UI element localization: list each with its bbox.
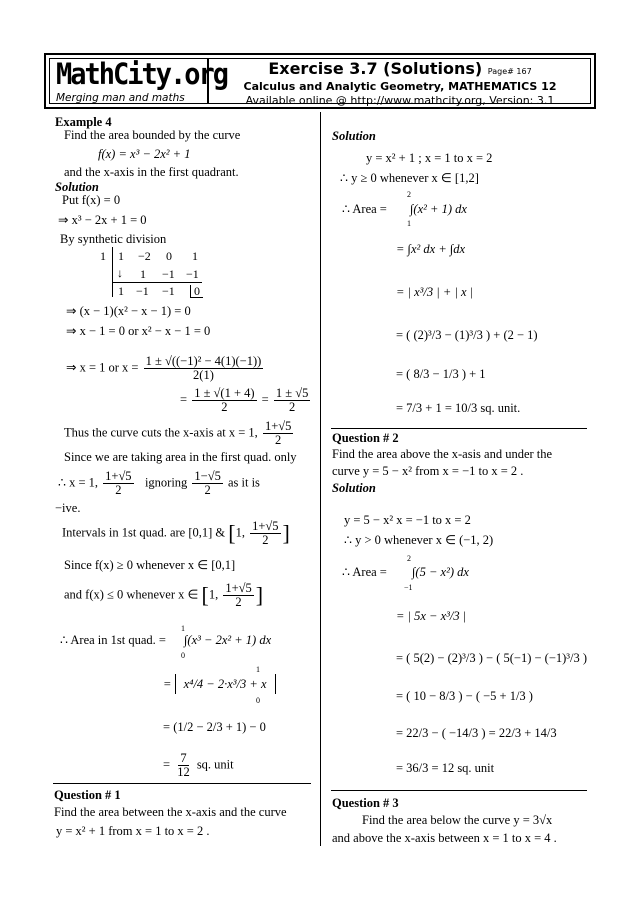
denominator: 2 [221, 400, 228, 415]
fraction [250, 520, 280, 547]
question-2-line2: curve y = 5 − x² from x = −1 to x = 2 . [332, 464, 524, 478]
fraction [274, 387, 310, 414]
fraction [103, 470, 133, 497]
syn-cell: −1 [136, 284, 149, 298]
eval-antiderivative: = x⁴/4 − 2·x³/3 + x [163, 678, 276, 691]
exercise-title [210, 59, 590, 78]
equals: = [180, 392, 188, 407]
syn-rule [112, 282, 202, 283]
step-simplify [180, 387, 312, 414]
page-number: Page# 167 [487, 67, 532, 76]
q2-result: = 36/3 = 12 sq. unit [396, 761, 495, 775]
fraction [223, 582, 253, 609]
q2-integral: ∫(5 − x²) dx [412, 565, 469, 579]
solution-heading: Solution [55, 180, 99, 194]
example-question-line1: Find the area bounded by the curve [64, 128, 241, 142]
limit-bottom: 0 [181, 651, 185, 660]
online-link[interactable]: Available online @ http://www.mathcity.org, Version: 3.1 [245, 94, 555, 107]
syn-root: 1 [100, 249, 106, 263]
syn-remainder: 0 [190, 285, 203, 298]
since-nonneg: Since f(x) ≥ 0 whenever x ∈ [0,1] [64, 558, 236, 572]
numerator: 1 ± √(1 + 4) [194, 386, 255, 400]
q1-given: y = x² + 1 ; x = 1 to x = 2 [366, 151, 493, 165]
q1-split-integral: = ∫x² dx + ∫dx [396, 242, 466, 256]
substitution: (1/2 − 2/3 + 1) − 0 [173, 720, 266, 734]
syn-cell: −1 [162, 284, 175, 298]
numerator: 1+√5 [252, 519, 279, 533]
step-cubic: ⇒ x³ − 2x + 1 = 0 [58, 213, 147, 227]
denominator: 2 [288, 400, 296, 415]
site-logo[interactable]: MathCity.org [56, 57, 228, 92]
syn-cell: 1 [118, 284, 124, 298]
limit-bottom: 0 [256, 696, 260, 705]
synthetic-label: By synthetic division [60, 232, 167, 246]
numerator: 1+√5 [105, 469, 132, 483]
as-it-is: as it is [227, 475, 260, 490]
syn-cell: −1 [162, 267, 175, 281]
q1-integral: ∫(x² + 1) dx [410, 202, 467, 216]
numerator: 1 ± √5 [275, 386, 309, 400]
intervals-label: Intervals in 1st quad. are [0,1] & [62, 525, 226, 540]
syn-cell: 0 [166, 249, 172, 263]
q1-result: = 7/3 + 1 = 10/3 sq. unit. [396, 401, 521, 415]
question-3-heading: Question # 3 [332, 796, 399, 810]
q1-simplify: = ( 8/3 − 1/3 ) + 1 [396, 367, 486, 381]
syn-cell: 1 [118, 249, 124, 263]
equals: = [261, 392, 269, 407]
limit-top: 2 [407, 190, 411, 199]
intervals-text: Intervals in 1st quad. are [0,1] & [1, $\frac{1+√5}{2}$ ] [62, 519, 290, 548]
fraction [263, 420, 293, 447]
step-roots: ⇒ x − 1 = 0 or x² − x − 1 = 0 [66, 324, 211, 338]
area-label: ∴ Area in 1st quad. = [60, 633, 166, 647]
denominator: 2 [262, 533, 269, 548]
limit-bottom: 1 [407, 219, 411, 228]
syn-cell: 1 [192, 249, 198, 263]
fraction [192, 470, 222, 497]
q2-combine: = 22/3 − ( −14/3 ) = 22/3 + 14/3 [396, 726, 557, 740]
q1-antiderivative: = | x³/3 | + | x | [396, 285, 474, 299]
ignoring-label: ignoring [144, 475, 188, 490]
antiderivative: x⁴/4 − 2·x³/3 + x [175, 674, 276, 694]
q2-simplify: = ( 10 − 8/3 ) − ( −5 + 1/3 ) [396, 689, 533, 703]
denominator: 2 [204, 483, 211, 498]
denominator: 2 [115, 483, 122, 498]
page-header [44, 53, 596, 109]
syn-cell: ↓ [117, 266, 123, 280]
interval-start: 1, [235, 525, 245, 540]
book-subtitle: Calculus and Analytic Geometry, MATHEMATICS 12 [243, 80, 557, 93]
section-rule [331, 790, 587, 791]
q2-given: y = 5 − x² x = −1 to x = 2 [344, 513, 471, 527]
step-quadratic-formula [66, 355, 265, 382]
limit-top: 2 [407, 554, 411, 563]
section-rule [331, 428, 587, 429]
example-function: f(x) = x³ − 2x² + 1 [98, 147, 191, 161]
solution-heading: Solution [332, 129, 376, 143]
cuts-text [64, 420, 295, 447]
therefore-label: ∴ x = 1, [58, 475, 99, 490]
numerator: 1−√5 [194, 469, 221, 483]
numerator: 1 ± √((−1)² − 4(1)(−1)) [145, 354, 262, 368]
area-integral: ∫(x³ − 2x² + 1) dx [184, 633, 272, 647]
limit-bottom: −1 [404, 583, 413, 592]
example-question-line3: and the x-axis in the first quadrant. [64, 165, 239, 179]
example-heading: Example 4 [55, 115, 112, 129]
title-text: Exercise 3.7 (Solutions) [268, 59, 483, 78]
question-1-line2: y = x² + 1 from x = 1 to x = 2 . [56, 824, 210, 838]
and-label: and f(x) ≤ 0 whenever x ∈ [64, 587, 199, 602]
column-divider [320, 112, 321, 846]
q2-sign: ∴ y > 0 whenever x ∈ (−1, 2) [344, 533, 494, 547]
step-factored: ⇒ (x − 1)(x² − x − 1) = 0 [66, 304, 191, 318]
solution-heading: Solution [332, 481, 376, 495]
limit-top: 1 [256, 665, 260, 674]
q1-area-label: ∴ Area = [342, 202, 387, 216]
unit: sq. unit [196, 757, 234, 772]
limit-top: 1 [181, 624, 185, 633]
negative-text: −ive. [55, 501, 81, 515]
q2-area-label: ∴ Area = [342, 565, 387, 579]
q1-sign: ∴ y ≥ 0 whenever x ∈ [1,2] [340, 171, 479, 185]
syn-cell: −1 [186, 267, 199, 281]
eval-result: = $\frac{7}{12}$ sq. unit [163, 751, 234, 780]
synthetic-division-table [96, 247, 206, 299]
step-label: ⇒ x = 1 or x = [66, 360, 139, 375]
question-2-line1: Find the area above the x-asis and under the [332, 447, 553, 461]
question-1-heading: Question # 1 [54, 788, 121, 802]
q2-substitute: = ( 5(2) − (2)³/3 ) − ( 5(−1) − (−1)³/3 ) [396, 651, 588, 665]
cuts-label: Thus the curve cuts the x-axis at x = 1, [64, 425, 258, 440]
step-put: Put f(x) = 0 [62, 193, 121, 207]
syn-bar [112, 247, 113, 297]
question-1-line1: Find the area between the x-axis and the curve [54, 805, 287, 819]
section-rule [53, 783, 311, 784]
denominator: 2(1) [193, 368, 214, 383]
fraction [175, 752, 192, 779]
numerator: 1+√5 [264, 419, 292, 433]
tagline: Merging man and maths [56, 92, 185, 104]
denominator: 12 [177, 765, 190, 780]
logo-box [50, 57, 228, 104]
numerator: 1+√5 [225, 581, 252, 595]
therefore-x [58, 470, 260, 497]
fraction [192, 387, 256, 414]
denominator: 2 [275, 433, 282, 448]
q2-antiderivative: = | 5x − x³/3 | [396, 609, 467, 623]
quadratic-fraction [144, 355, 264, 382]
denominator: 2 [235, 595, 242, 610]
q1-substitute: = ( (2)³/3 − (1)³/3 ) + (2 − 1) [396, 328, 538, 342]
syn-cell: −2 [138, 249, 151, 263]
question-3-line2: and above the x-axis between x = 1 to x = 4 . [332, 831, 557, 845]
question-2-heading: Question # 2 [332, 431, 399, 445]
since-first-quad: Since we are taking area in the first quad. only [64, 450, 297, 464]
numerator: 7 [180, 751, 187, 765]
question-3-line1: Find the area below the curve y = 3√x [362, 813, 553, 827]
and-nonpos: and f(x) ≤ 0 whenever x ∈ [1, $\frac{1+√5}{2}$ ] [64, 581, 264, 610]
syn-cell: 1 [140, 267, 146, 281]
interval-start: 1, [208, 587, 219, 602]
eval-substitute: = (1/2 − 2/3 + 1) − 0 [163, 720, 266, 734]
